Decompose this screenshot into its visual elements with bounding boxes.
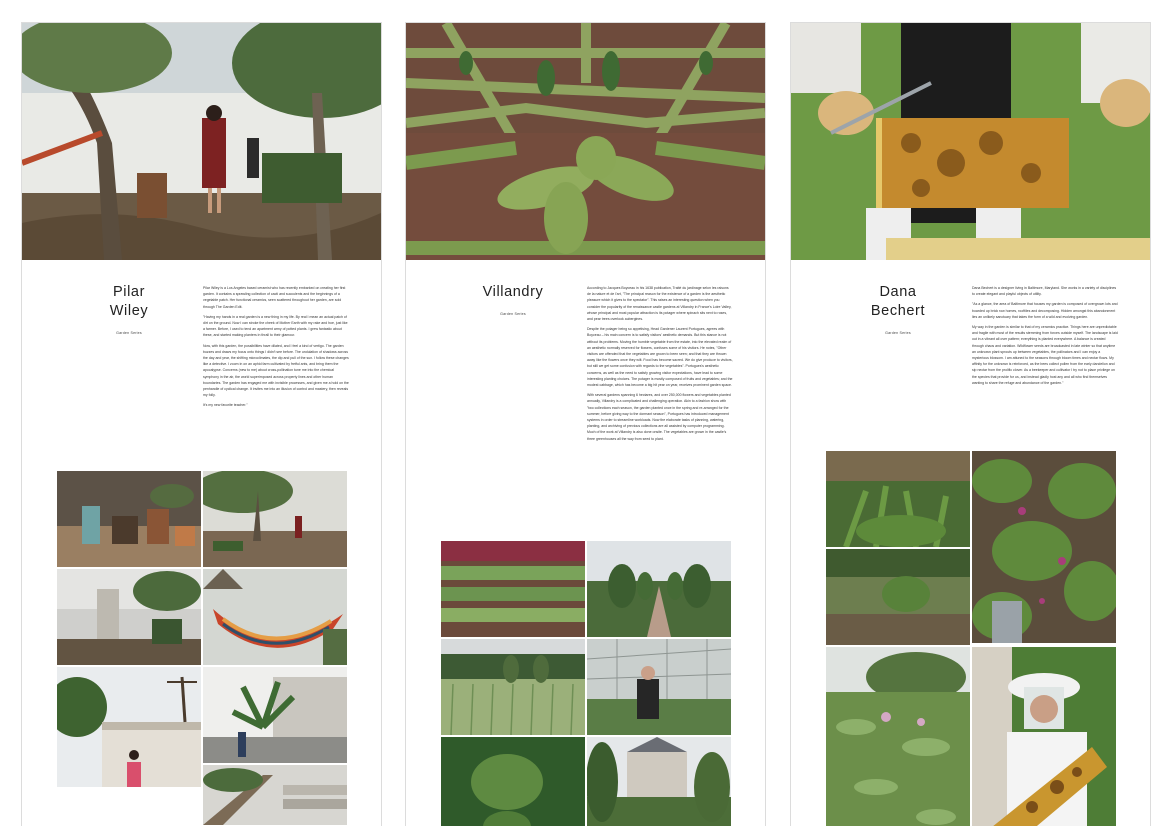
page-title: Dana <box>879 284 917 300</box>
greenhouse-photo <box>587 639 731 735</box>
page-title-line-2: Wiley <box>109 303 149 319</box>
palm-tree-photo <box>57 667 201 787</box>
pottery-collage-photo <box>57 471 201 567</box>
backyard-tree-photo <box>57 569 201 665</box>
page-pilar-wiley <box>21 22 382 826</box>
paragraph: My way in the garden is similar to that of my ceramics practice. Things here are unpredictable and fragile with most of the results stemming from forces outside myself. The landscape is laid out in a vibrant all over pattern; everything is planted everywhere. A balance is created through chaos and variation. Wildflower seeds are broadcasted in late winter so that anytime an unknown plant sprouts up between vegetables, the pollinators and I can enjoy a mysterious blossom. I am attuned to the seasons through bloom times and nectar flows. My affinity for the unknown is reinforced, as the bees collect pollen from the early dandelion and sip nectar from the prolific clover. As a beekeeper and cultivator I try not to place privilege on the species that provide for us, and instead gladly host any and all who find themselves wanting to share the refuge and abundance of the garden." <box>972 325 1118 385</box>
page-title: Pilar <box>112 284 145 300</box>
paragraph: Now, with this garden, the possibilities have dilated, and I feel a kind of vertigo. The garden buzzes and draws my focus onto things I didn't see before. The undulation of shadows across the day and year, the shifting microclimates, the dip and pull of the sun. I follow these changes like a detective. I zoom in on an aphid farm cultivated by fretful ants, and bring them the apocalypse. Concerns (new to me) about cross-pollination tune me into the chemical symphony in the air, the world superimposed across property lines and other human boundaries. The garden has engaged me with invisible processes, and given me a hold on the penhandle of cyclical change. It invites me into an illusion of control and mastery, then reveals my folly. <box>203 343 349 398</box>
chateau-garden-photo <box>587 737 731 826</box>
title-block <box>833 283 963 335</box>
garden-plot-photo <box>826 549 970 645</box>
leek-field-photo <box>441 639 585 735</box>
paragraph: With several gardens spanning 6 hectares, and over 250,000 flowers and vegetables planted annually, Villandry is a complicated and challenging operation. Akin to a fashion show with "two collections each season, the garden planted once in the spring and re-arranged for the summer, before giving way to the dormant season", Portugues has introduced management systems in order to streamline workloads. Now the elaborate tasks of planning, watering, planting, and archiving of previous collections are all assisted by computer programming. Much of the work at Villandry is also done onsite. The vegetables are grown in the castle's three greenhouses all the way from seed to plant. <box>587 393 731 441</box>
series-label: Garden Series <box>885 331 911 335</box>
page-dana-bechert <box>790 22 1151 826</box>
yucca-plant-photo <box>203 667 347 763</box>
paragraph: Pilar Wiley is a Los Angeles based ceramist who has recently embarked on creating her first garden. It contains a sprawling collection of cacti and succulents and the beginnings of a vegetable patch. Her functional ceramics, seen scattered throughout her garden, are sold through The Garden Edit. <box>203 286 346 309</box>
milkweed-photo <box>826 647 970 826</box>
article-body <box>203 285 349 413</box>
paragraph: According to Jacques Boyceau in his 1638 publication, Traité du jardinage selon les raisons de la nature et de l'art, "The principal reason for the existence of a garden is the aesthetic pleasure which it gives to the spectator". This raises an interesting question when you consider the popularity of the renaissance castle gardens at Villandry in France's Loire Valley, whose principal and most popular attraction is its potager where spinach sits next to roses, and pear trees overlook aubergines. <box>587 286 732 322</box>
title-block <box>64 283 194 335</box>
series-label: Garden Series <box>116 331 142 335</box>
page-title: Villandry <box>482 284 544 300</box>
hammock-photo <box>203 569 347 665</box>
garden-steps-photo <box>203 765 347 825</box>
title-block <box>448 283 578 316</box>
hero-photo-maze-hedge <box>406 23 765 260</box>
vegetable-rows-photo <box>441 541 585 637</box>
paragraph: "As a glance, the area of Baltimore that houses my garden is composed of overgrown lots and boarded up brick row homes, rooftiles and decomposing. Hidden amongst this abandonment lies an unlikely sanctuary that takes the form of a wild and evolving garden. <box>972 302 1118 319</box>
page-villandry <box>405 22 766 826</box>
paragraph: Despite the potager being so appetising, Head Gardener Laurent Portugues, agrees with Boyceau – his main concern is to satisfy visitors' aesthetic demands. But this stance is not without its problems. Moving the humble vegetable from the estate, into the elevated realm of an aesthetic normally reserved for flowers, confuses some of his visitors. He notes, "Other visitors are offended that the vegetables are grown to been seen; and that they are thrown away like the flowers once they wilt. Food has become sacred. We do give produce to visitors, but still we get some confusion with regards to the vegetables". Portugues's aesthetic concerns, as well as the need to satisfy growing visitor expectations, have lead to some interesting planting choices. The potager is mostly composed of fruits and vegetables; and the modest cabbage, which has become a big hit year on year, receives prominent garden space. <box>587 327 733 388</box>
wild-garden-photo <box>972 451 1116 643</box>
hero-photo-beekeeper <box>791 23 1150 260</box>
flower-bed-photo <box>826 451 970 547</box>
paragraph: Dana Bechert is a designer living in Baltimore, Maryland. She works in a variety of disciplines to create elegant and playful objects of utility. <box>972 286 1117 297</box>
page-title-line-2: Bechert <box>870 303 926 319</box>
garden-path-photo <box>203 471 347 567</box>
article-body <box>972 285 1118 390</box>
article-body <box>587 285 733 446</box>
topiary-photo <box>441 737 585 826</box>
paragraph: "Having my hands in a real garden is a new thing in my life. By real I mean an actual patch of dirt on the ground. Now I can stroke the cheek of Mother Earth with my rake and hoe, just like a farmer. Before, I used to tend an apartment army of potted plants. I grew fantastic about these, and started making planters in thrall to their glamour. <box>203 314 348 338</box>
topiary-alley-photo <box>587 541 731 637</box>
series-label: Garden Series <box>500 312 526 316</box>
paragraph: It's my new favorite teacher." <box>203 403 248 408</box>
beekeeper-portrait-photo <box>972 647 1116 826</box>
hero-photo-pilar-garden <box>22 23 381 260</box>
